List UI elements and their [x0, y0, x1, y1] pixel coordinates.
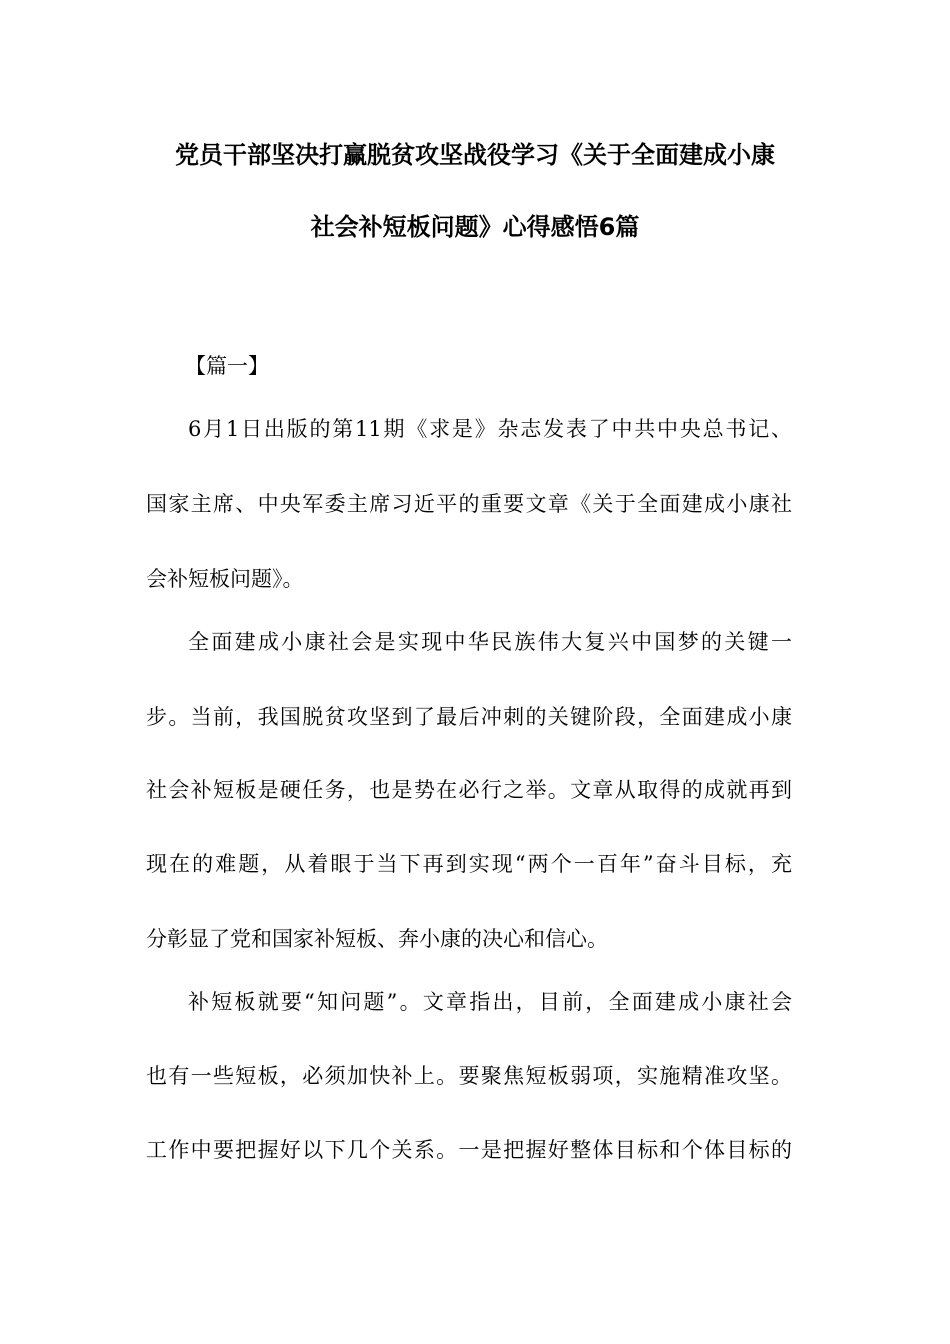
paragraph-1-line-3: 会补短板问题》。: [146, 567, 304, 591]
paragraph-3-line-2: 也有一些短板，必须加快补上。要聚焦短板弱项，实施精准攻坚。: [146, 1064, 792, 1088]
section-heading: 【篇一】: [185, 354, 269, 378]
paragraph-1-line-2: 国家主席、中央军委主席习近平的重要文章《关于全面建成小康社: [146, 492, 792, 516]
document-title-line-2: 社会补短板问题》心得感悟6篇: [310, 213, 640, 241]
paragraph-1-line-1: 6月1日出版的第11期《求是》杂志发表了中共中央总书记、: [188, 417, 792, 441]
paragraph-2-line-5: 分彰显了党和国家补短板、奔小康的决心和信心。: [146, 927, 608, 951]
paragraph-2-line-1: 全面建成小康社会是实现中华民族伟大复兴中国梦的关键一: [188, 630, 792, 654]
paragraph-2-line-3: 社会补短板是硬任务，也是势在必行之举。文章从取得的成就再到: [146, 778, 792, 802]
paragraph-2-line-4: 现在的难题，从着眼于当下再到实现“两个一百年”奋斗目标，充: [146, 852, 792, 876]
paragraph-3-line-3: 工作中要把握好以下几个关系。一是把握好整体目标和个体目标的: [146, 1138, 792, 1162]
paragraph-3-line-1: 补短板就要“知问题”。文章指出，目前，全面建成小康社会: [188, 990, 792, 1014]
paragraph-2-line-2: 步。当前，我国脱贫攻坚到了最后冲刺的关键阶段，全面建成小康: [146, 705, 792, 729]
document-title-line-1: 党员干部坚决打赢脱贫攻坚战役学习《关于全面建成小康: [175, 141, 775, 169]
